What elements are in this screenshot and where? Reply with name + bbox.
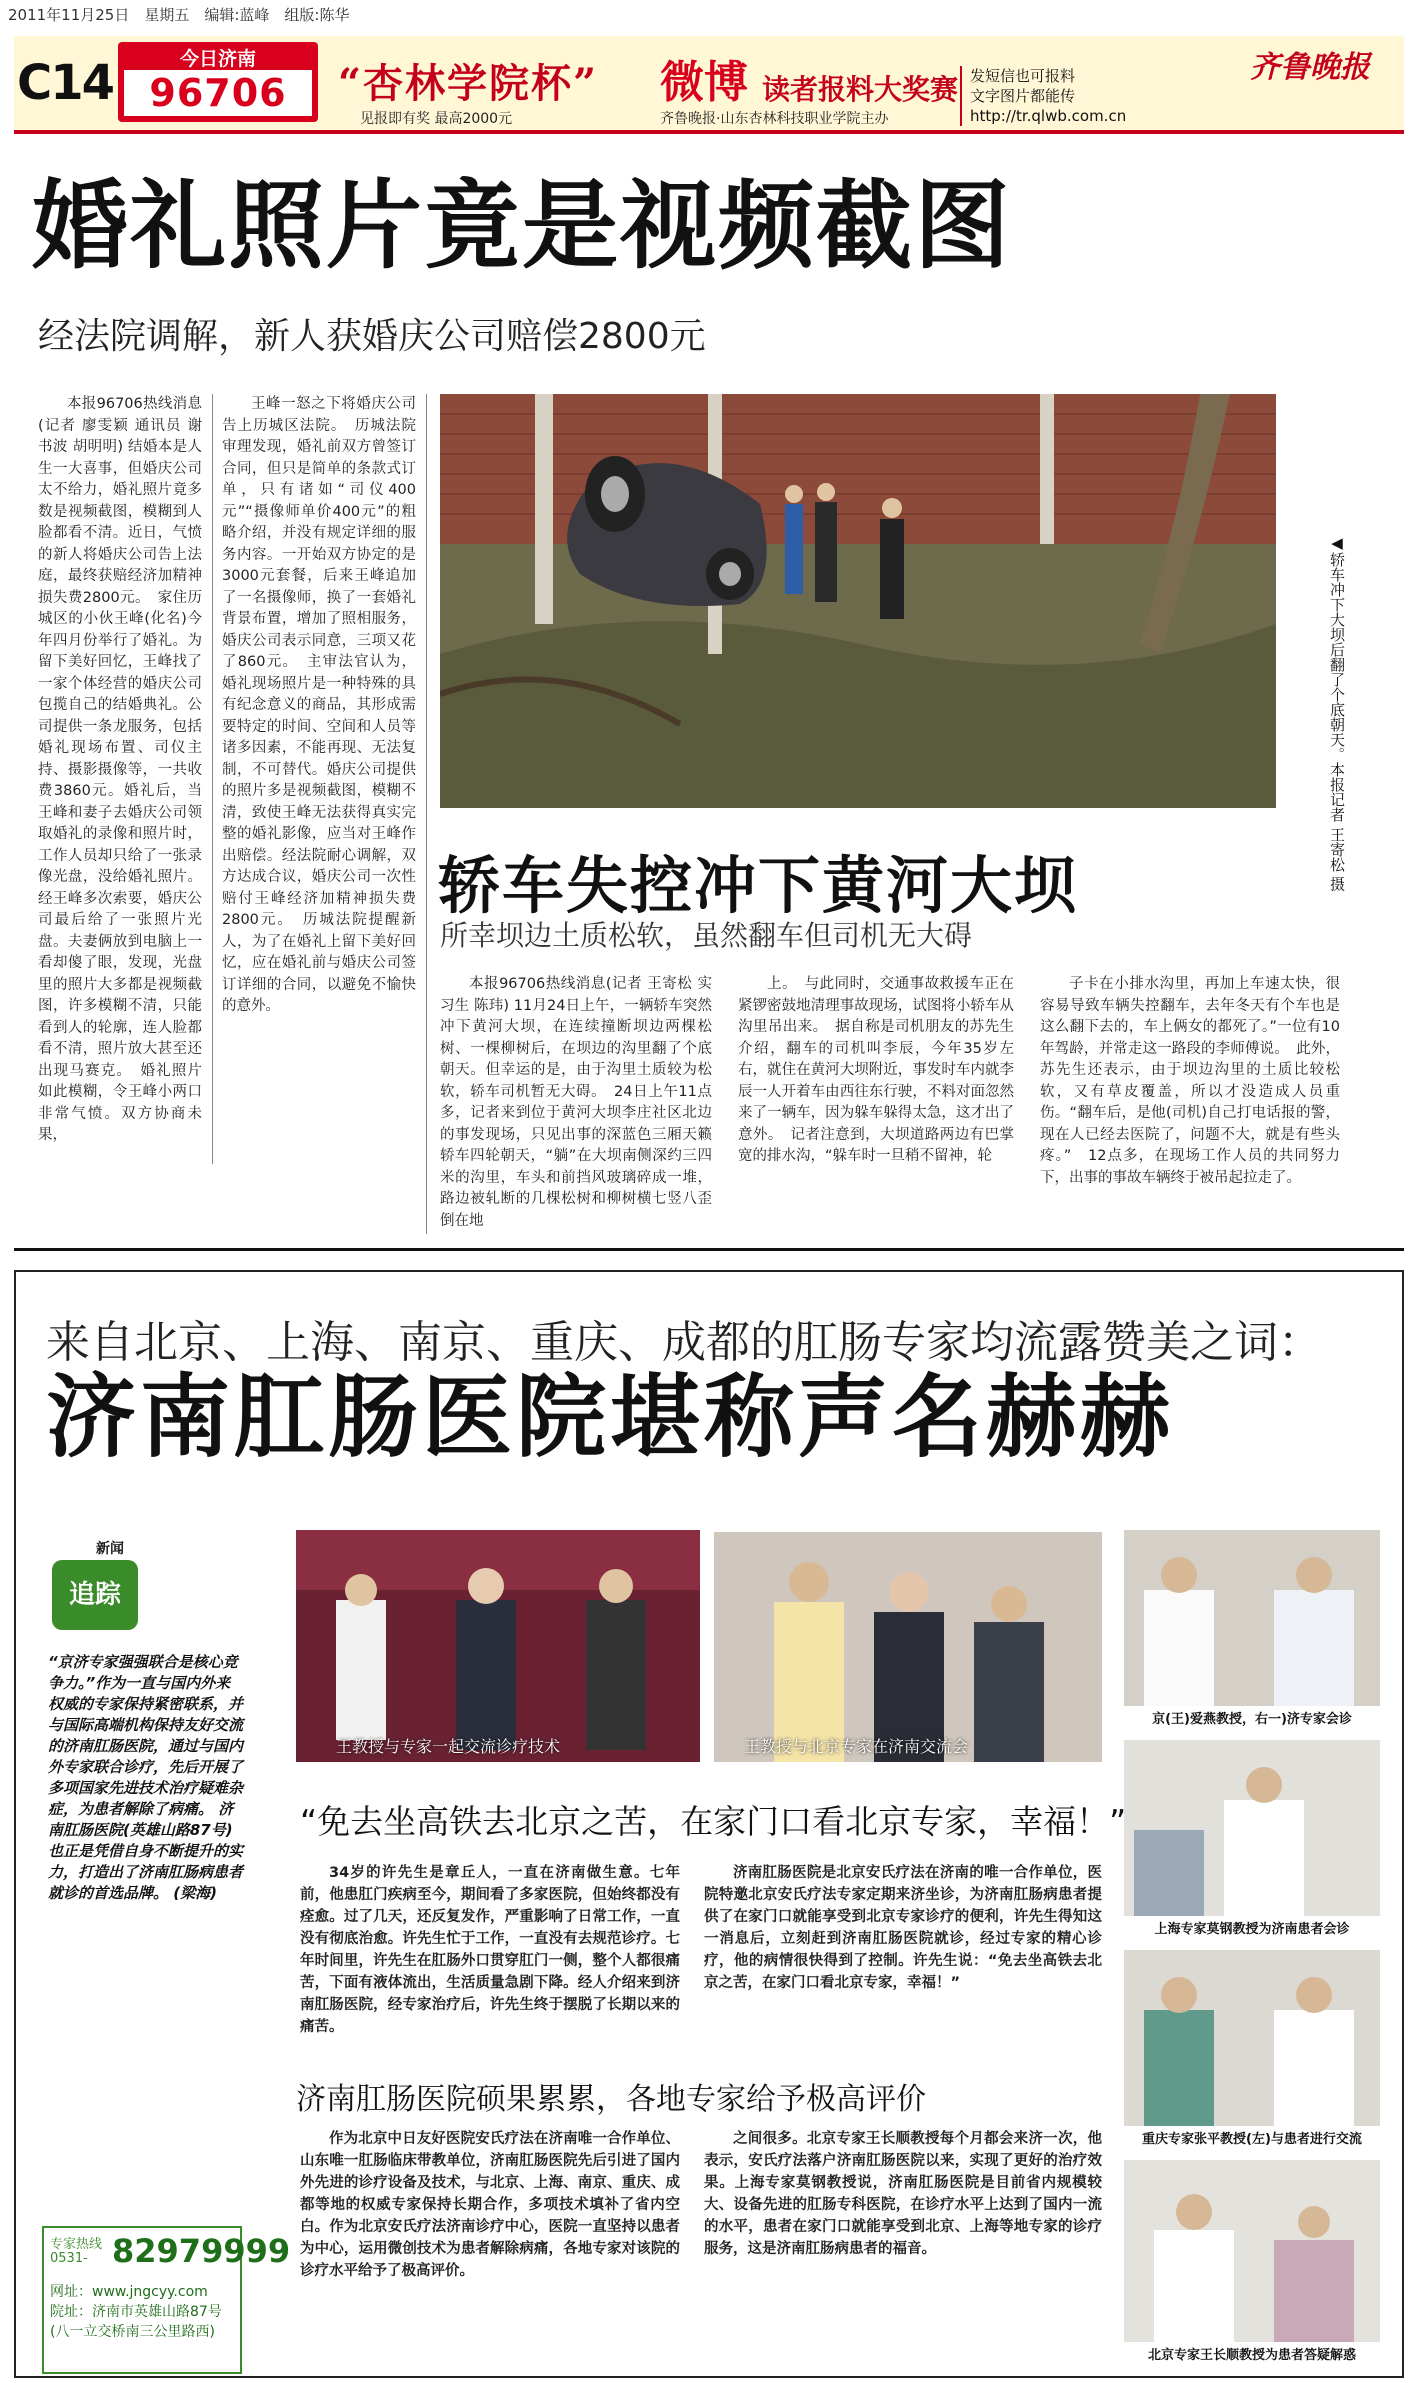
side-photo-1-caption: 京(王)爱燕教授，右一)济专家会诊	[1152, 1712, 1352, 1727]
weibo-organizer: 齐鲁晚报·山东杏林科技职业学院主办	[660, 111, 889, 127]
sms-url[interactable]: http://tr.qlwb.com.cn	[970, 107, 1127, 125]
car-photo-caption: ◀轿车冲下大坝后翻了个底朝天。本报记者 王寄松 摄	[1328, 534, 1346, 892]
ad-body-col-1	[300, 1862, 680, 2054]
hospital-info	[50, 2282, 222, 2342]
section-code: C14	[16, 55, 114, 111]
conference-photo	[296, 1530, 700, 1762]
car-accident-photo	[440, 394, 1276, 808]
column-divider	[212, 394, 213, 1164]
conference-photo-illustration	[296, 1530, 700, 1762]
story2-headline: 轿车失控冲下黄河大坝	[438, 849, 1079, 922]
ad-body-1-text: 34岁的许先生是章丘人，一直在济南做生意。七年前，他患肛门疾病至今，期间看了多家医院，但始终都没有痊愈。过了几天，还反复发作，严重影响了日常工作，一直没有彻底治愈。许先生忙于工作，一直没有去规范诊疗。七年时间里，许先生在肛肠外口贯穿肛门一侧，整个人都很痛苦，下面有液体流出，生活质量急剧下降。经人介绍来到济南肛肠医院，经专家治疗后，许先生终于摆脱了长期以来的痛苦。	[300, 1865, 680, 2035]
ad-body-col-2	[704, 1862, 1102, 2054]
section-separator	[14, 1248, 1404, 1251]
ad-quote: “免去坐高铁去北京之苦，在家门口看北京专家，幸福！”	[300, 1802, 1127, 1841]
ad-subtitle: 济南肛肠医院硕果累累，各地专家给予极高评价	[296, 2082, 926, 2117]
badge-label: 新闻	[96, 1541, 124, 1557]
experts-photo	[714, 1532, 1102, 1762]
side-photo-1-illustration	[1124, 1530, 1380, 1706]
side-photo-4	[1124, 2160, 1380, 2342]
paper-logo: 齐鲁晚报	[1250, 50, 1370, 85]
sms-line-1: 发短信也可报料	[970, 67, 1076, 85]
story1-column-2	[218, 394, 416, 1164]
sms-line-2: 文字图片都能传	[970, 87, 1076, 105]
ad-body-3-text: 作为北京中日友好医院安氏疗法在济南唯一合作单位、山东唯一肛肠临床带教单位，济南肛肠医院先后引进了国内外先进的诊疗设备及技术，与北京、上海、南京、重庆、成都等地的权威专家保持长期合作，多项技术填补了省内空白。作为北京安氏疗法济南诊疗中心，医院一直坚持以患者为中心，运用微创技术为患者解除病痛，各地专家对该院的诊疗水平给予了极高评价。	[300, 2131, 680, 2279]
hotline-number: 96706	[124, 70, 312, 116]
story1-subhead: 经法院调解，新人获婚庆公司赔偿2800元	[38, 316, 706, 357]
story2-column-3	[1040, 974, 1340, 1234]
side-photo-2	[1124, 1740, 1380, 1916]
ad-title: 济南肛肠医院堪称声名赫赫	[46, 1364, 1174, 1470]
story2-column-1	[440, 974, 712, 1234]
story2-col1-text: 本报96706热线消息(记者 王寄松 实习生 陈玮) 11月24日上午，一辆轿车突然冲下黄河大坝，在连续撞断坝边两棵松树、一棵柳树后，在坝边的沟里翻了个底朝天。但幸运的是，由于沟里土质较为松软，轿车司机暂无大碍。 24日上午11点多，记者来到位于黄河大坝李庄社区北边的事发现场，只见出事的深蓝色三厢天籁轿车四轮朝天，“躺”在大坝南侧深约三四米的沟里，车头和前挡风玻璃碎成一堆，路边被轧断的几棵松树和柳树横七竖八歪倒在地	[440, 976, 712, 1229]
expert-hotline-number: 82979999	[112, 2232, 291, 2270]
story1-col2-text: 王峰一怒之下将婚庆公司告上历城区法院。 历城法院审理发现，婚礼前双方曾签订合同，但只是简单的条款式订单，只有诸如“司仪400元”“摄像师单价400元”的粗略介绍，并没有规定详细的服务内容。一开始双方协定的是3000元套餐，后来王峰追加了一名摄像师，换了一套婚礼背景布置，增加了照相服务，婚庆公司表示同意，三项又花了860元。 主审法官认为，婚礼现场照片是一种特殊的具有纪念意义的商品，其形成需要特定的时间、空间和人员等诸多因素，不能再现、无法复制，不可替代。婚庆公司提供的照片多是视频截图，模糊不清，致使王峰无法获得真实完整的婚礼影像，应当对王峰作出赔偿。经法院耐心调解，双方达成合议，婚庆公司一次性赔付王峰经济加精神损失费2800元。 历城法院提醒新人，为了在婚礼上留下美好回忆，应在婚礼前与婚庆公司签订详细的合同，以避免不愉快的意外。	[222, 396, 416, 1014]
side-quote: “京济专家强强联合是核心竞争力。”作为一直与国内外来权威的专家保持紧密联系，并与国际高端机构保持友好交流的济南肛肠医院，通过与国内外专家联合诊疗，先后开展了多项国家先进技术治疗疑难杂症，为患者解除了病痛。 济南肛肠医院(英雄山路87号)也正是凭借自身不断提升的实力，打造出了济南肛肠病患者就诊的首选品牌。 (梁海)	[48, 1653, 244, 1902]
conference-photo-caption: 王教授与专家一起交流诊疗技术	[336, 1737, 561, 1756]
experts-photo-illustration	[714, 1532, 1102, 1762]
side-photo-3-caption: 重庆专家张平教授(左)与患者进行交流	[1142, 2132, 1362, 2147]
hospital-address: 院址：济南市英雄山路87号	[50, 2304, 222, 2320]
column-divider	[426, 394, 427, 1234]
ad-body-col-3	[300, 2128, 680, 2368]
story2-subhead: 所幸坝边土质松软，虽然翻车但司机无大碍	[440, 919, 973, 952]
car-photo-illustration	[440, 394, 1276, 808]
news-follow-badge: 追踪	[52, 1560, 138, 1630]
cup-subtitle: 见报即有奖 最高2000元	[360, 111, 513, 127]
hospital-address-note: (八一立交桥南三公里路西)	[50, 2324, 215, 2340]
story1-headline: 婚礼照片竟是视频截图	[32, 169, 1012, 282]
date-line: 2011年11月25日 星期五 编辑:蓝峰 组版:陈华	[8, 6, 350, 24]
ad-body-col-4	[704, 2128, 1102, 2368]
ad-body-4-text: 之间很多。北京专家王长顺教授每个月都会来济一次，他表示，安氏疗法落户济南肛肠医院以来，实现了更好的治疗效果。上海专家莫钢教授说，济南肛肠医院是目前省内规模较大、设备先进的肛肠专科医院，在诊疗水平上达到了国内一流的水平，患者在家门口就能享受到北京、上海等地专家的诊疗服务，这是济南肛肠病患者的福音。	[704, 2131, 1102, 2257]
side-photo-2-illustration	[1124, 1740, 1380, 1916]
side-photo-3-illustration	[1124, 1950, 1380, 2126]
story2-col2-text: 上。 与此同时，交通事故救援车正在紧锣密鼓地清理事故现场，试图将小轿车从沟里吊出来。 据自称是司机朋友的苏先生介绍，翻车的司机叫李辰，今年35岁左右，就住在黄河大坝附近，事发时车内就李辰一人开着车由西往东行驶，不料对面忽然来了一辆车，因为躲车躲得太急，这才出了意外。 记者注意到，大坝道路两边有巴掌宽的排水沟，“躲车时一旦稍不留神，轮	[738, 976, 1014, 1164]
sms-info	[960, 66, 1126, 126]
story1-col1-text: 本报96706热线消息(记者 廖雯颖 通讯员 谢书波 胡明明) 结婚本是人生一大喜事，但婚庆公司太不给力，婚礼照片竟多数是视频截图，模糊到人脸都看不清。近日，气愤的新人将婚庆公司告上法庭，最终获赔经济加精神损失费2800元。 家住历城区的小伙王峰(化名)今年四月份举行了婚礼。为留下美好回忆，王峰找了一家个体经营的婚庆公司包揽自己的结婚典礼。公司提供一条龙服务，包括婚礼现场布置、司仪主持、摄影摄像等，一共收费3860元。婚礼后，当王峰和妻子去婚庆公司领取婚礼的录像和照片时，工作人员却只给了一张录像光盘，没给婚礼照片。经王峰多次索要，婚庆公司最后给了一张照片光盘。夫妻俩放到电脑上一看却傻了眼，发现，光盘里的照片大多都是视频截图，许多模糊不清，只能看到人的轮廓，连人脸都看不清，照片放大甚至还出现马赛克。 婚礼照片如此模糊，令王峰小两口非常气愤。双方协商未果，	[38, 396, 202, 1143]
cup-title: “杏林学院杯”	[338, 60, 599, 107]
side-photo-1	[1124, 1530, 1380, 1706]
weibo-contest: 读者报料大奖赛	[762, 73, 959, 106]
expert-hotline-label: 专家热线0531-	[50, 2237, 103, 2266]
side-photo-3	[1124, 1950, 1380, 2126]
side-photo-4-illustration	[1124, 2160, 1380, 2342]
hospital-website[interactable]: 网址：www.jngcyy.com	[50, 2284, 208, 2300]
ad-body-2-text: 济南肛肠医院是北京安氏疗法在济南的唯一合作单位，医院特邀北京安氏疗法专家定期来济坐诊，为济南肛肠病患者提供了在家门口就能享受到北京专家诊疗的便利，许先生得知这一消息后，立刻赶到济南肛肠医院就诊，经过专家的精心诊疗，他的病情很快得到了控制。许先生说：“免去坐高铁去北京之苦，在家门口看北京专家，幸福！”	[704, 1865, 1102, 1991]
weibo-logo: 微博	[660, 57, 748, 108]
story1-column-1	[38, 394, 202, 1164]
ad-kicker: 来自北京、上海、南京、重庆、成都的肛肠专家均流露赞美之词：	[46, 1317, 1322, 1368]
experts-photo-caption: 王教授与北京专家在济南交流会	[744, 1737, 969, 1756]
side-photo-4-caption: 北京专家王长顺教授为患者答疑解惑	[1147, 2348, 1356, 2363]
story2-col3-text: 子卡在小排水沟里，再加上车速太快，很容易导致车辆失控翻车，去年冬天有个车也是这么翻下去的，车上俩女的都死了。”一位有10年驾龄，并常走这一路段的李师傅说。 此外，苏先生还表示，由于坝边沟里的土质比较松软，又有草皮覆盖，所以才没造成人员重伤。“翻车后，是他(司机)自己打电话报的警，现在人已经去医院了，问题不大，就是有些头疼。” 12点多，在现场工作人员的共同努力下，出事的事故车辆终于被吊起拉走了。	[1040, 976, 1340, 1186]
side-photo-2-caption: 上海专家莫钢教授为济南患者会诊	[1154, 1922, 1350, 1937]
today-title: 今日济南	[179, 48, 256, 70]
story2-column-2	[738, 974, 1014, 1234]
